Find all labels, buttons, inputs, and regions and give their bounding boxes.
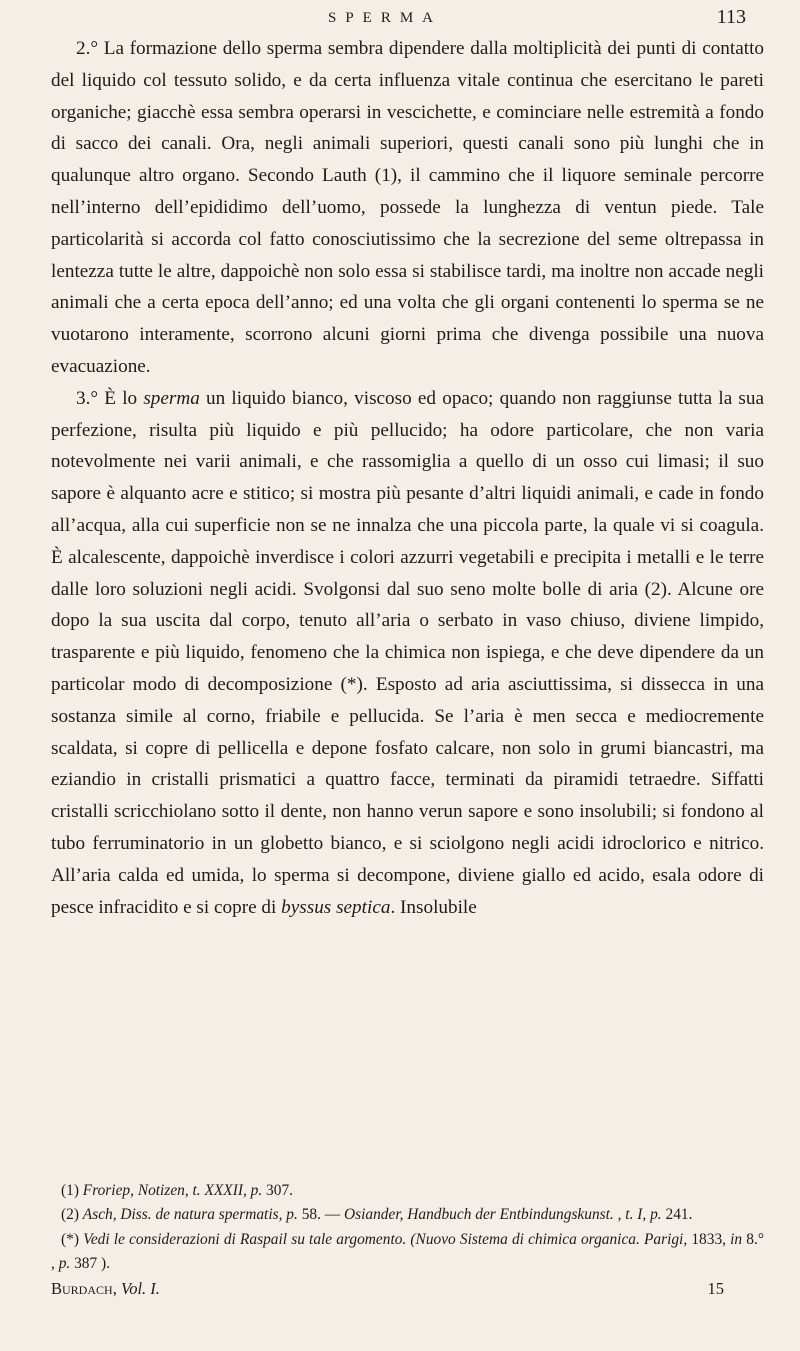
signature-printer: Burdach — [51, 1278, 113, 1298]
footnote-3-text: Vedi le considerazioni di Raspail su tale argomento. (Nuovo Sistema di chimica organica. Parigi, — [83, 1230, 688, 1248]
footnote-3-p: p. — [58, 1255, 71, 1273]
paragraph-3-text-b: un liquido bianco, viscoso ed opaco; quando non raggiunse tutta la sua perfezione, risulta più liquido e più pellucido; ha odore particolare, che non varia notevolmente nei varii animali, e che rassomiglia a quello di un osso cui limasi; il suo sapore è alquanto acre e stitico; si mostra più pesante d’altri liquidi animali, e cade in fondo all’acqua, alla cui superficie non se ne innalza che una piccola parte, la quale vi si coagula. È alcalescente, dappoichè inverdisce i colori azzurri vegetabili e precipita i metalli e le terre dalle loro soluzioni negli acidi. Svolgonsi dal suo seno molte bolle di aria (2). Alcune ore dopo la sua uscita dal corpo, tenuto all’aria o serbato in vaso chiuso, diviene limpido, trasparente e più liquido, fenomeno che la chimica non ispiega, e che deve dipendere da un particolar modo di decomposizione (*). Esposto ad aria asciuttissima, si dissecca in una sostanza simile al corno, friabile e pellucida. Se l’aria è men secca e mediocremente scaldata, si copre di pellicella e depone fosfato calcare, non solo in grumi biancastri, ma eziandio in cristalli prismatici a quattro facce, terminati da piramidi tetraedre. Siffatti cristalli scricchiolano sotto il dente, non hanno verun sapore e sono insolubili; si fondono al tubo ferruminatorio in un globetto bianco, e si sciolgono negli acidi idroclorico e nitrico. All’aria calda ed umida, lo sperma si decompone, diviene giallo ed acido, esala odore di pesce infracidito e si copre di — [51, 387, 764, 918]
footnote-2-author: Asch, Diss. de natura spermatis, p. — [82, 1206, 298, 1224]
footnote-1-mark: (1) — [61, 1182, 83, 1199]
footnote-3-year: 1833, — [687, 1230, 731, 1248]
footnote-1-sep: , — [130, 1182, 138, 1199]
paragraph-2-text: 2.° La formazione dello sperma sembra dipendere dalla moltiplicità dei punti di contatto del liquido col tessuto solido, e da certa influenza vitale continua che esercitano le pareti organiche; giacchè essa sembra operarsi in vescichette, e cominciare nelle estremità a fondo di sacco dei canali. Ora, negli animali superiori, questi canali sono più lunghi che in qualunque altro organo. Secondo Lauth (1), il cammino che il liquore seminale percorre nell’interno dell’epididimo dell’uomo, possede la lunghezza di ventun piede. Tale particolarità si accorda col fatto conosciutissimo che la secrezione del seme oltrepassa in lentezza tutte le altre, dappoichè non solo essa si stabilisce tardi, ma inoltre non accade negli animali che a certa epoca dell’anno; ed una volta che gli organi contenenti lo sperma se ne vuotarono interamente, scorrono alcuni giorni prima che divenga possibile una nuova evacuazione. — [51, 38, 764, 377]
main-text — [51, 33, 764, 923]
footnote-1-work: Notizen, t. XXXII, p. — [137, 1182, 263, 1199]
paragraph-3 — [51, 383, 764, 924]
signature-sheet: 15 — [707, 1278, 724, 1298]
paragraph-2 — [51, 33, 764, 383]
paragraph-3-italic-sperma: sperma — [143, 387, 200, 409]
paragraph-3-italic-byssus: byssus septica — [281, 896, 391, 918]
footnote-2-rest: 241. — [661, 1206, 693, 1224]
footnote-1-author: Froriep — [82, 1182, 131, 1199]
paragraph-3-text-a: 3.° È lo — [76, 387, 144, 409]
footnote-2 — [51, 1203, 764, 1227]
footnote-1-rest: 307. — [262, 1182, 293, 1199]
paragraph-3-text-c: . Insolubile — [390, 896, 477, 918]
running-title: SPERMA — [327, 10, 443, 26]
footnote-3-format: 8.° , — [51, 1230, 765, 1273]
printer-signature-line — [51, 1277, 764, 1301]
footnote-3-page: 387 ). — [70, 1255, 111, 1273]
footnotes — [51, 1179, 764, 1301]
footnote-2-mid: 58. — — [297, 1206, 345, 1224]
signature-left — [51, 1277, 160, 1301]
signature-sep: , — [112, 1278, 121, 1298]
footnote-2-author2: Osiander, Handbuch der Entbindungskunst. , t. I, p. — [344, 1206, 662, 1224]
page-number: 113 — [716, 6, 746, 28]
footnote-3-mark: (*) — [61, 1230, 84, 1248]
signature-volume: Vol. I. — [120, 1278, 160, 1298]
footnote-3-in: in — [730, 1230, 743, 1248]
footnote-3 — [51, 1228, 764, 1277]
footnote-2-mark: (2) — [61, 1206, 83, 1224]
footnote-1 — [51, 1179, 764, 1203]
